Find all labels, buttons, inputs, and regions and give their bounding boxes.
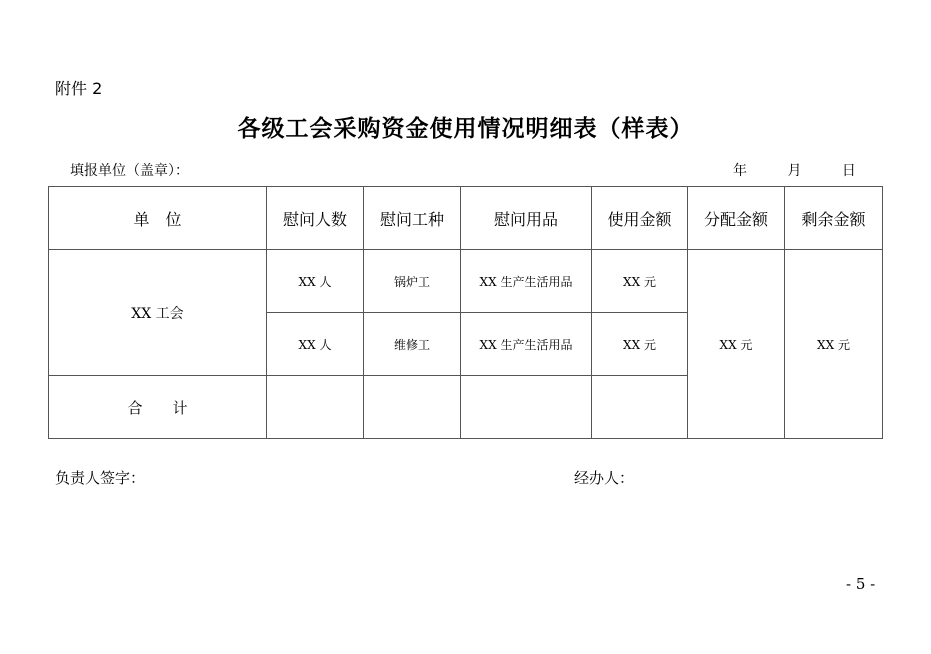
total-trade-cell xyxy=(364,376,461,439)
amount-cell: XX 元 xyxy=(592,250,688,313)
date-month: 月 xyxy=(787,163,802,179)
col-header-remaining-amount: 剩余金额 xyxy=(785,187,883,250)
amount-cell: XX 元 xyxy=(592,313,688,376)
date-day: 日 xyxy=(841,163,856,179)
table-row xyxy=(49,250,883,313)
remaining-amount-cell: XX 元 xyxy=(785,250,883,439)
responsible-signature-label: 负责人签字： xyxy=(55,469,146,487)
col-header-people: 慰问人数 xyxy=(267,187,364,250)
allocated-amount-cell: XX 元 xyxy=(688,250,785,439)
total-label-cell: 合 计 xyxy=(49,376,267,439)
handler-label: 经办人： xyxy=(574,469,635,487)
total-amount-cell xyxy=(592,376,688,439)
goods-cell: XX 生产生活用品 xyxy=(461,313,592,376)
goods-cell: XX 生产生活用品 xyxy=(461,250,592,313)
col-header-trade: 慰问工种 xyxy=(364,187,461,250)
col-header-unit: 单 位 xyxy=(49,187,267,250)
col-header-allocated-amount: 分配金额 xyxy=(688,187,785,250)
attachment-label: 附件 2 xyxy=(55,79,103,98)
col-header-goods: 慰问用品 xyxy=(461,187,592,250)
date-year: 年 xyxy=(733,163,747,179)
unit-name-cell: XX 工会 xyxy=(49,250,267,376)
trade-cell: 维修工 xyxy=(364,313,461,376)
fill-unit-label: 填报单位（盖章）： xyxy=(70,163,189,179)
detail-table xyxy=(48,186,883,439)
col-header-used-amount: 使用金额 xyxy=(592,187,688,250)
total-people-cell xyxy=(267,376,364,439)
document-title: 各级工会采购资金使用情况明细表（样表） xyxy=(237,116,694,142)
date-line xyxy=(733,160,856,180)
page-number: - 5 - xyxy=(846,575,876,593)
table-header-row xyxy=(49,187,883,250)
people-cell: XX 人 xyxy=(267,250,364,313)
trade-cell: 锅炉工 xyxy=(364,250,461,313)
total-goods-cell xyxy=(461,376,592,439)
people-cell: XX 人 xyxy=(267,313,364,376)
